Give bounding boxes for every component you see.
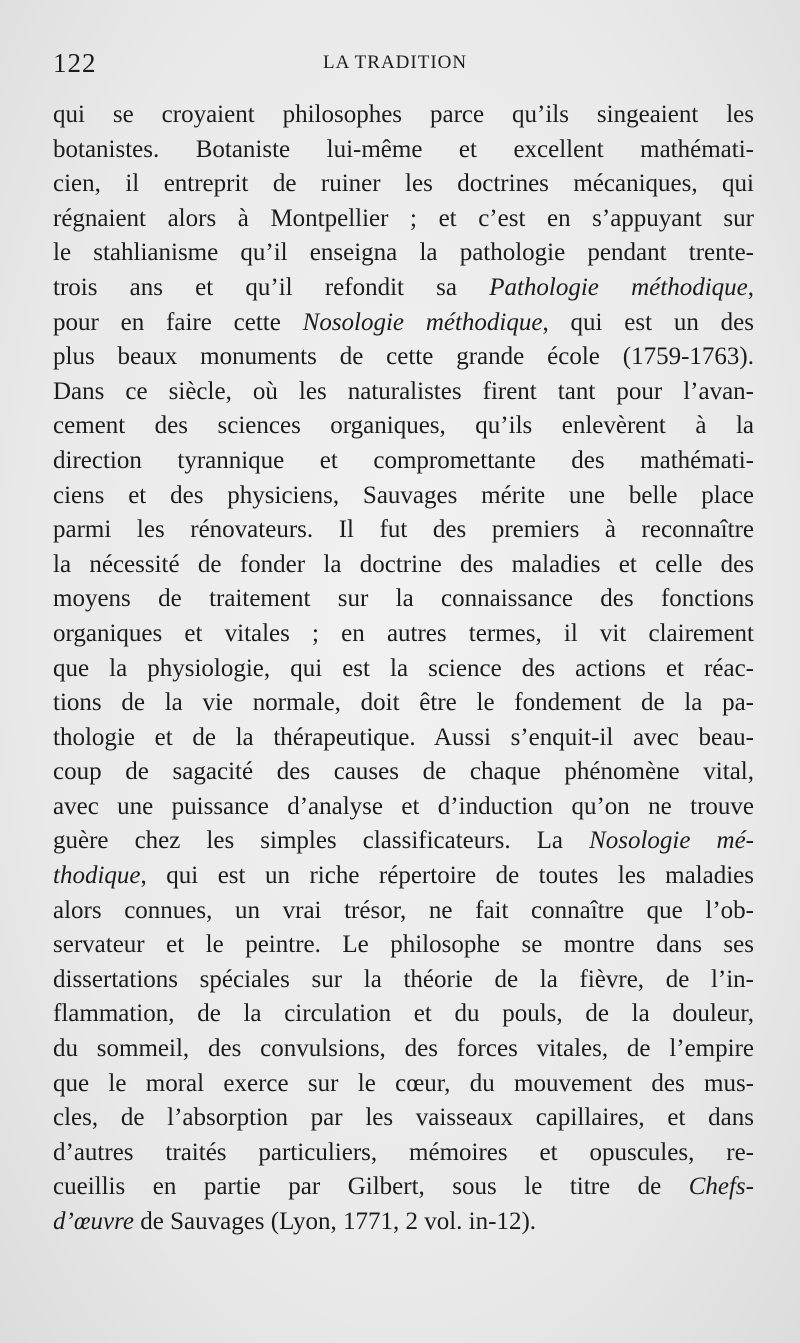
text-segment: plus beaux monuments de cette grande école (1759-1763). (53, 343, 754, 371)
running-title: LA TRADITION (323, 52, 468, 73)
text-line (53, 686, 754, 721)
text-line (53, 375, 754, 410)
text-line (53, 894, 754, 929)
text-segment: guère chez les simples classificateurs. La (53, 827, 590, 855)
text-segment: alors connues, un vrai trésor, ne fait connaître que l’ob- (53, 896, 754, 924)
text-line (53, 236, 754, 271)
text-segment: tions de la vie normale, doit être le fondement de la pa- (53, 689, 754, 717)
text-segment: moyens de traitement sur la connaissance des fonctions (53, 585, 754, 613)
text-line (53, 548, 754, 583)
text-segment: parmi les rénovateurs. Il fut des premiers à reconnaître (53, 516, 754, 544)
italic-text: Nosologie mé- (589, 827, 754, 855)
text-line (53, 1205, 754, 1240)
text-segment: régnaient alors à Montpellier ; et c’est en s’appuyant sur (53, 204, 754, 232)
text-segment: Dans ce siècle, où les naturalistes firent tant pour l’avan- (53, 377, 754, 405)
text-line (53, 409, 754, 444)
text-line (53, 1136, 754, 1171)
text-line (53, 721, 754, 756)
text-line (53, 271, 754, 306)
text-line (53, 1101, 754, 1136)
text-segment: coup de sagacité des causes de chaque phénomène vital, (53, 758, 754, 786)
text-line (53, 513, 754, 548)
text-segment: avec une puissance d’analyse et d’induction qu’on ne trouve (53, 792, 754, 820)
text-segment: cien, il entreprit de ruiner les doctrines mécaniques, qui (53, 170, 754, 198)
page-number: 122 (53, 48, 97, 78)
text-segment: le stahlianisme qu’il enseigna la pathologie pendant trente- (53, 239, 754, 267)
text-line (53, 98, 754, 133)
text-line (53, 617, 754, 652)
text-line (53, 306, 754, 341)
text-segment: de Sauvages (Lyon, 1771, 2 vol. in-12). (134, 1208, 537, 1235)
text-segment: thologie et de la thérapeutique. Aussi s’enquit-il avec beau- (53, 723, 754, 751)
page-header (53, 48, 753, 80)
text-segment: servateur et le peintre. Le philosophe se montre dans ses (53, 931, 754, 959)
italic-text: Nosologie méthodique (302, 308, 543, 336)
italic-text: Pathologie méthodique (489, 273, 748, 301)
text-segment: organiques et vitales ; en autres termes, il vit clairement (53, 619, 754, 647)
text-line (53, 340, 754, 375)
text-segment: direction tyrannique et compromettante des mathémati- (53, 446, 754, 474)
text-line (53, 133, 754, 168)
text-line (53, 963, 754, 998)
text-line (53, 582, 754, 617)
body-text (53, 98, 754, 1240)
text-segment: botanistes. Botaniste lui-même et excellent mathémati- (53, 135, 754, 163)
text-line (53, 652, 754, 687)
text-line (53, 479, 754, 514)
text-line (53, 1067, 754, 1102)
text-segment: que la physiologie, qui est la science des actions et réac- (53, 654, 754, 682)
text-line (53, 859, 754, 894)
text-segment: cles, de l’absorption par les vaisseaux capillaires, et dans (53, 1104, 754, 1132)
text-line (53, 1032, 754, 1067)
text-line (53, 444, 754, 479)
text-segment: , qui est un des (542, 308, 755, 336)
text-line (53, 824, 754, 859)
text-segment: cement des sciences organiques, qu’ils enlevèrent à la (53, 412, 754, 440)
italic-text: d’œuvre (53, 1208, 134, 1235)
italic-text: thodique (53, 862, 141, 890)
text-line (53, 755, 754, 790)
text-line (53, 167, 754, 202)
text-segment: qui se croyaient philosophes parce qu’ils singeaient les (53, 101, 754, 128)
text-segment: dissertations spéciales sur la théorie de la fièvre, de l’in- (53, 965, 754, 993)
text-segment: d’autres traités particuliers, mémoires et opuscules, re- (53, 1138, 754, 1166)
text-line (53, 928, 754, 963)
text-line (53, 202, 754, 237)
text-segment: , (747, 273, 754, 301)
text-segment: flammation, de la circulation et du pouls, de la douleur, (53, 1000, 754, 1028)
text-line (53, 790, 754, 825)
text-line (53, 1170, 754, 1205)
text-segment: trois ans et qu’il refondit sa (53, 273, 490, 301)
text-segment: pour en faire cette (53, 308, 303, 336)
text-line (53, 997, 754, 1032)
text-segment: ciens et des physiciens, Sauvages mérite une belle place (53, 481, 754, 509)
text-segment: la nécessité de fonder la doctrine des maladies et celle des (53, 550, 754, 578)
text-segment: que le moral exerce sur le cœur, du mouvement des mus- (53, 1069, 754, 1097)
text-segment: , qui est un riche répertoire de toutes les maladies (140, 862, 754, 890)
text-segment: cueillis en partie par Gilbert, sous le titre de (53, 1173, 689, 1201)
text-segment: du sommeil, des convulsions, des forces vitales, de l’empire (53, 1035, 754, 1063)
italic-text: Chefs- (688, 1173, 754, 1201)
